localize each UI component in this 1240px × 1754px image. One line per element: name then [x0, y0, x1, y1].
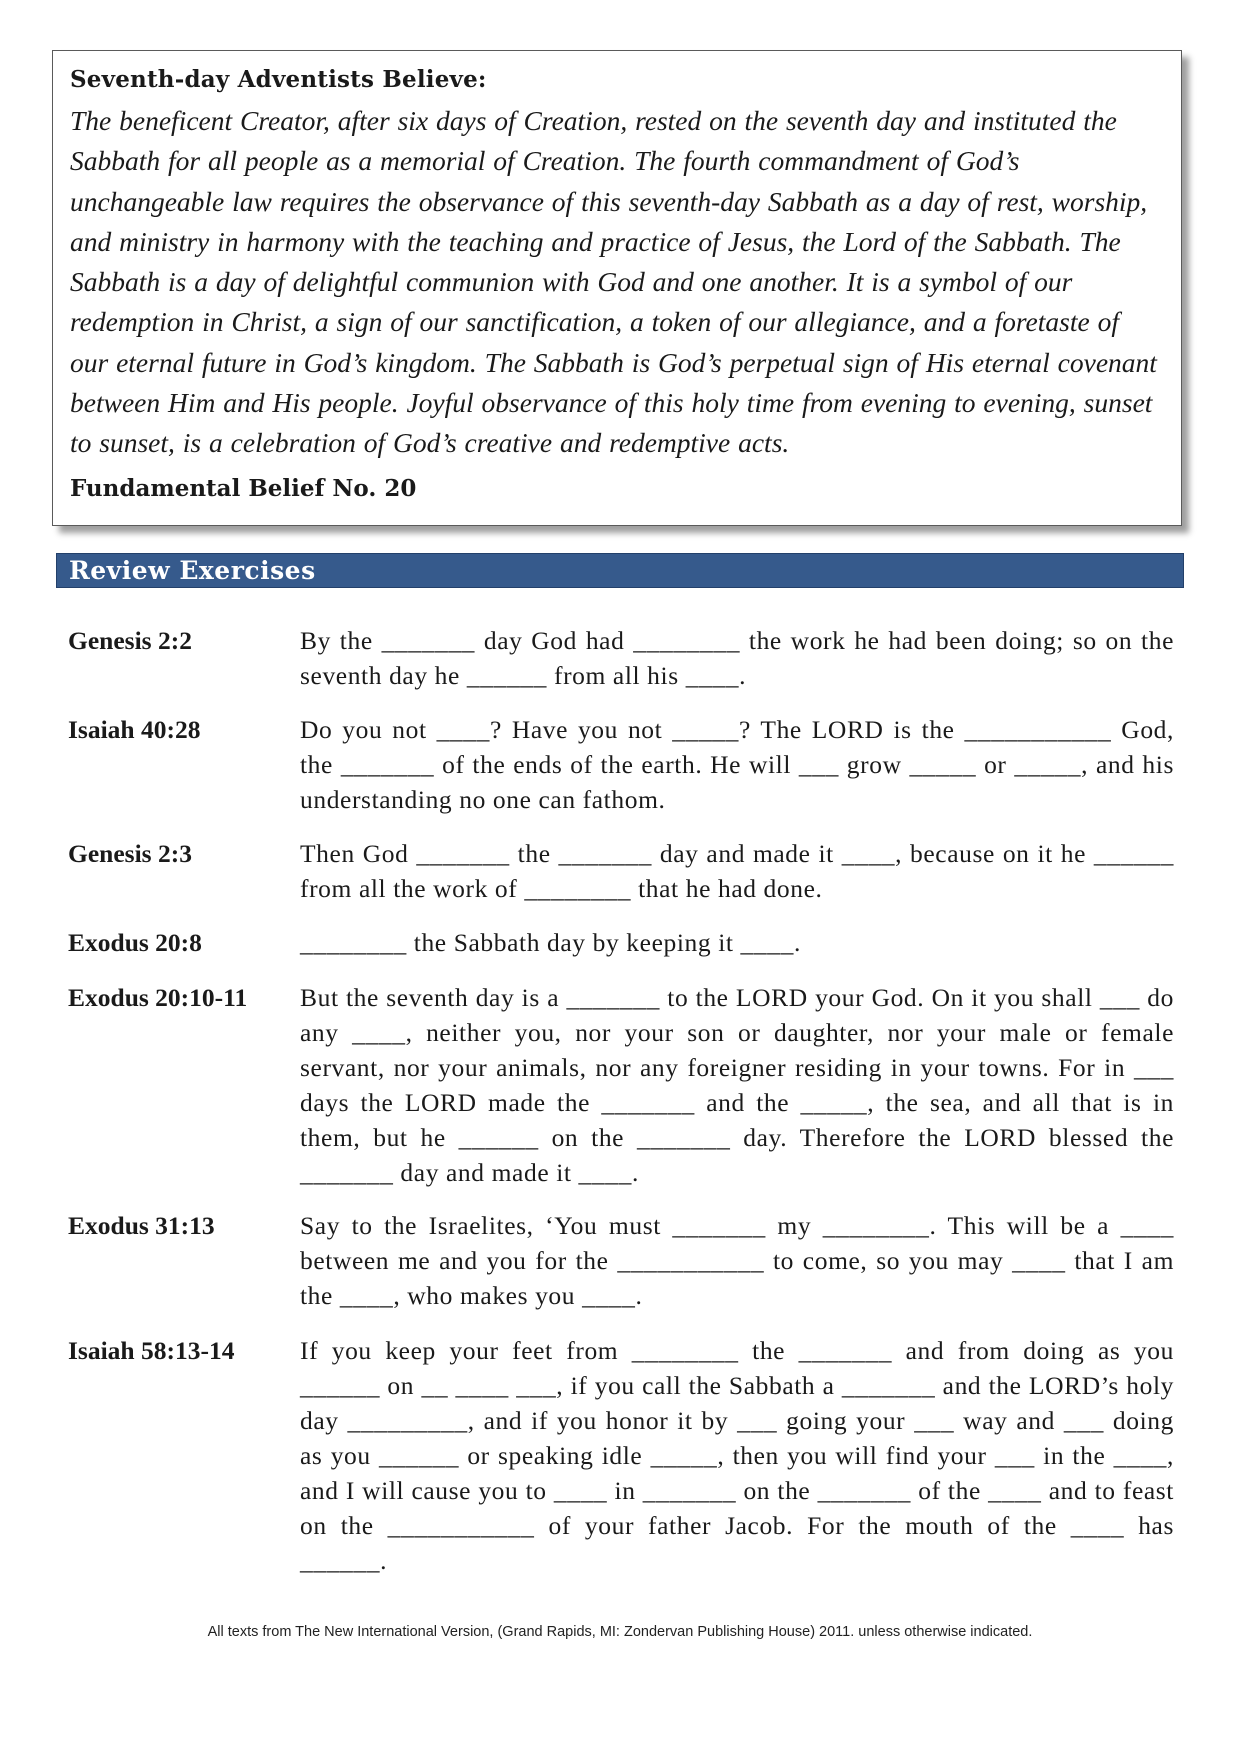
verse-reference: Exodus 20:8	[68, 928, 202, 957]
section-header: Review Exercises	[56, 553, 1184, 588]
verse-reference: Genesis 2:3	[68, 839, 192, 868]
belief-text: The beneficent Creator, after six days of Creation, rested on the seventh day and instituted the Sabbath for all people as a memorial of Creation. The fourth commandment of God’s unchangeable law requires the observance of this seventh-day Sabbath as a day of rest, worship, and ministry in harmony with the teaching and practice of Jesus, the Lord of the Sabbath. The Sabbath is a day of delightful communion with God and one another. It is a symbol of our redemption in Christ, a sign of our sanctification, a token of our allegiance, and a foretaste of our eternal future in God’s kingdom. The Sabbath is God’s perpetual sign of His eternal covenant between Him and His people. Joyful observance of this holy time from evening to evening, sunset to sunset, is a celebration of God’s creative and redemptive acts.	[70, 105, 1157, 459]
fill-in-passage: Say to the Israelites, ‘You must _______ my ________. This will be a ____ between me and you for the ___________ to come, so you may ____ that I am the ____, who makes you ____.	[300, 1211, 1174, 1310]
fill-in-passage: But the seventh day is a _______ to the LORD your God. On it you shall ___ do any ____, neither you, nor your son or daughter, nor your male or female servant, nor your animals, nor any foreigner residing in your towns. For in ___ days the LORD made the _______ and the _____, the sea, and all that is in them, but he ______ on the _______ day. Therefore the LORD blessed the _______ day and made it ____.	[300, 983, 1174, 1187]
verse-reference: Exodus 31:13	[68, 1211, 215, 1240]
verse-reference: Isaiah 58:13-14	[68, 1336, 235, 1365]
belief-heading: Seventh-day Adventists Believe:	[70, 66, 487, 93]
fill-in-passage: Then God _______ the _______ day and made it ____, because on it he ______ from all the work of ________ that he had done.	[300, 839, 1174, 903]
fill-in-passage: If you keep your feet from ________ the _______ and from doing as you ______ on __ ____ ___, if you call the Sabbath a _______ and the LORD’s holy day _________, and if you honor it by ___ going your ___ way and ___ doing as you ______ or speaking idle _____, then you will find your ___ in the ____, and I will cause you to ____ in _______ on the _______ of the ____ and to feast on the ___________ of your father Jacob. For the mouth of the ____ has ______.	[300, 1336, 1174, 1575]
verse-reference: Isaiah 40:28	[68, 715, 201, 744]
fill-in-passage: By the _______ day God had ________ the work he had been doing; so on the seventh day he ______ from all his ____.	[300, 626, 1174, 690]
verse-reference: Exodus 20:10-11	[68, 983, 248, 1012]
verse-reference: Genesis 2:2	[68, 626, 192, 655]
fill-in-passage: Do you not ____? Have you not _____? The LORD is the ___________ God, the _______ of the ends of the earth. He will ___ grow _____ or _____, and his understanding no one can fathom.	[300, 715, 1174, 814]
source-footnote: All texts from The New International Version, (Grand Rapids, MI: Zondervan Publishing House) 2011. unless otherwise indicated.	[207, 1624, 1033, 1640]
belief-reference: Fundamental Belief No. 20	[70, 474, 417, 502]
fill-in-passage: ________ the Sabbath day by keeping it ____.	[300, 928, 801, 957]
belief-box	[52, 50, 1182, 526]
